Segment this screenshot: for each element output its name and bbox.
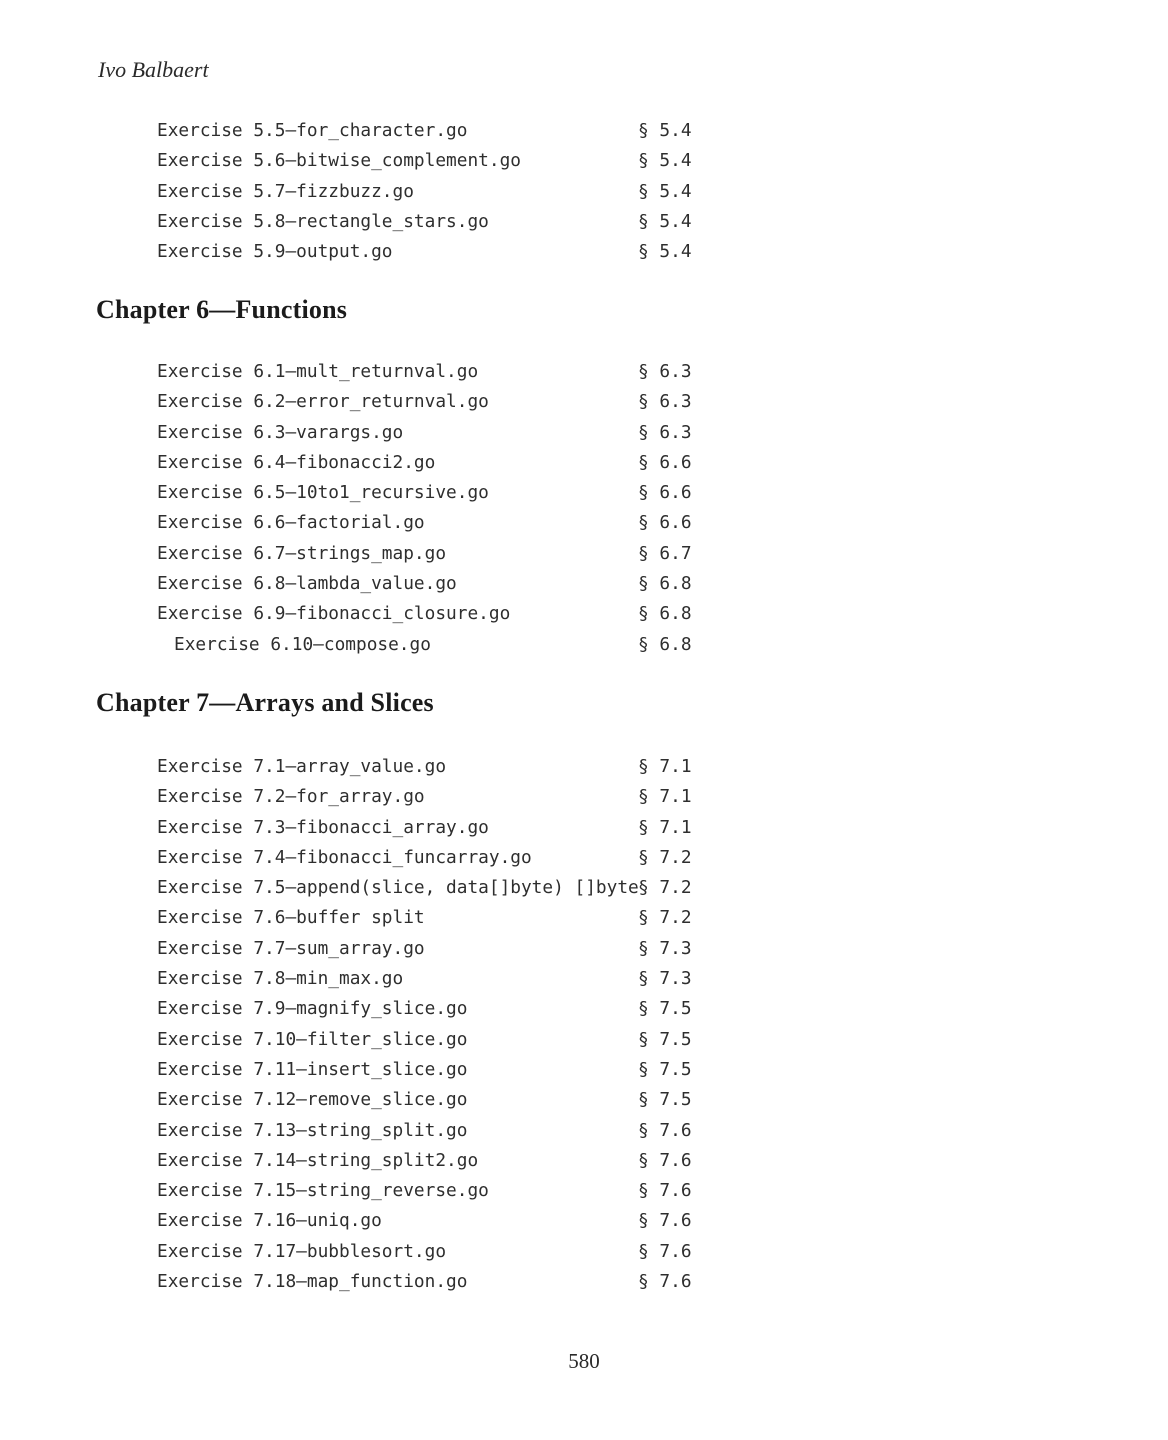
- exercise-row: [0, 1237, 1168, 1267]
- exercise-row: [0, 873, 1168, 903]
- exercise-row: [0, 1025, 1168, 1055]
- exercise-label: Exercise 6.8—lambda_value.go: [157, 573, 457, 595]
- exercise-section-ref: § 5.4: [638, 120, 692, 141]
- exercise-label: Exercise 7.13—string_split.go: [157, 1119, 468, 1141]
- exercise-section-ref: § 7.6: [638, 1119, 692, 1141]
- exercise-section-ref: § 6.3: [638, 361, 692, 382]
- exercise-section-ref: § 6.6: [638, 482, 692, 504]
- exercise-label: Exercise 5.8—rectangle_stars.go: [157, 210, 489, 232]
- exercise-label: Exercise 6.2—error_returnval.go: [157, 391, 489, 413]
- exercise-label: Exercise 7.9—magnify_slice.go: [157, 998, 468, 1020]
- exercise-label: Exercise 6.3—varargs.go: [157, 421, 404, 443]
- exercise-section-ref: § 6.6: [638, 451, 692, 473]
- exercise-section-ref: § 6.7: [638, 542, 692, 564]
- exercise-section-ref: § 5.4: [638, 180, 692, 202]
- exercise-row: [0, 569, 1168, 599]
- exercise-section-ref: § 7.2: [638, 907, 692, 929]
- exercise-section-ref: § 7.6: [638, 1271, 692, 1293]
- exercise-list-chapter5: [0, 116, 1168, 267]
- exercise-row: [0, 630, 1168, 660]
- exercise-section-ref: § 6.6: [638, 512, 692, 534]
- exercise-label: Exercise 7.15—string_reverse.go: [157, 1180, 489, 1202]
- exercise-section-ref: § 7.5: [638, 1089, 692, 1111]
- exercise-label: Exercise 5.9—output.go: [157, 241, 393, 263]
- exercise-section-ref: § 7.1: [638, 786, 692, 808]
- exercise-label: Exercise 7.14—string_split2.go: [157, 1149, 479, 1171]
- exercise-row: [0, 1116, 1168, 1146]
- exercise-row: [0, 994, 1168, 1024]
- exercise-section-ref: § 7.1: [638, 756, 692, 777]
- exercise-row: [0, 1055, 1168, 1085]
- exercise-section-ref: § 6.8: [638, 573, 692, 595]
- exercise-label: Exercise 7.11—insert_slice.go: [157, 1058, 468, 1080]
- exercise-label: Exercise 7.8—min_max.go: [157, 968, 404, 990]
- exercise-section-ref: § 7.1: [638, 816, 692, 838]
- exercise-label: Exercise 5.7—fizzbuzz.go: [157, 180, 414, 202]
- exercise-section-ref: § 7.6: [638, 1149, 692, 1171]
- exercise-row: [0, 1267, 1168, 1297]
- exercise-row: [0, 177, 1168, 207]
- exercise-row: [0, 964, 1168, 994]
- chapter-heading-functions: Chapter 6—Functions: [96, 295, 348, 324]
- exercise-label: Exercise 7.3—fibonacci_array.go: [157, 816, 489, 838]
- exercise-section-ref: § 7.5: [638, 998, 692, 1020]
- exercise-section-ref: § 6.8: [638, 603, 692, 625]
- exercise-section-ref: § 7.6: [638, 1210, 692, 1232]
- exercise-label: Exercise 6.10—compose.go: [174, 633, 431, 655]
- exercise-label: Exercise 7.7—sum_array.go: [157, 937, 425, 959]
- exercise-row: [0, 237, 1168, 267]
- exercise-label: Exercise 6.6—factorial.go: [157, 512, 425, 534]
- page-number: 580: [568, 1349, 600, 1373]
- exercise-row: [0, 599, 1168, 629]
- exercise-label: Exercise 7.6—buffer split: [157, 907, 425, 929]
- exercise-label: Exercise 7.18—map_function.go: [157, 1271, 468, 1293]
- exercise-row: [0, 418, 1168, 448]
- exercise-section-ref: § 5.4: [638, 241, 692, 263]
- exercise-row: [0, 508, 1168, 538]
- exercise-row: [0, 207, 1168, 237]
- exercise-label: Exercise 6.9—fibonacci_closure.go: [157, 603, 511, 625]
- exercise-row: [0, 813, 1168, 843]
- exercise-label: Exercise 5.5—for_character.go: [157, 120, 468, 141]
- running-header-author: Ivo Balbaert: [98, 57, 209, 82]
- exercise-section-ref: § 7.6: [638, 1240, 692, 1262]
- exercise-row: [0, 478, 1168, 508]
- exercise-label: Exercise 6.1—mult_returnval.go: [157, 361, 479, 382]
- exercise-section-ref: § 7.5: [638, 1058, 692, 1080]
- exercise-row: [0, 116, 1168, 146]
- exercise-section-ref: § 6.3: [638, 391, 692, 413]
- exercise-label: Exercise 7.10—filter_slice.go: [157, 1028, 468, 1050]
- exercise-label: Exercise 7.1—array_value.go: [157, 756, 447, 777]
- exercise-section-ref: § 7.2: [638, 846, 692, 868]
- exercise-label: Exercise 7.5—append(slice, data[]byte) []byte: [157, 877, 639, 899]
- exercise-list-chapter7: [0, 752, 1168, 1297]
- exercise-label: Exercise 5.6—bitwise_complement.go: [157, 150, 521, 172]
- exercise-section-ref: § 7.3: [638, 937, 692, 959]
- exercise-row: [0, 387, 1168, 417]
- exercise-row: [0, 934, 1168, 964]
- exercise-row: [0, 752, 1168, 782]
- exercise-row: [0, 782, 1168, 812]
- exercise-section-ref: § 5.4: [638, 150, 692, 172]
- exercise-row: [0, 1146, 1168, 1176]
- exercise-row: [0, 1085, 1168, 1115]
- exercise-row: [0, 1206, 1168, 1236]
- exercise-label: Exercise 7.12—remove_slice.go: [157, 1089, 468, 1111]
- exercise-label: Exercise 7.4—fibonacci_funcarray.go: [157, 846, 532, 868]
- exercise-section-ref: § 7.3: [638, 968, 692, 990]
- exercise-row: [0, 539, 1168, 569]
- exercise-section-ref: § 6.3: [638, 421, 692, 443]
- exercise-row: [0, 903, 1168, 933]
- exercise-section-ref: § 7.5: [638, 1028, 692, 1050]
- exercise-row: [0, 146, 1168, 176]
- exercise-section-ref: § 5.4: [638, 210, 692, 232]
- exercise-section-ref: § 7.2: [638, 877, 692, 899]
- exercise-section-ref: § 7.6: [638, 1180, 692, 1202]
- exercise-label: Exercise 6.7—strings_map.go: [157, 542, 447, 564]
- exercise-label: Exercise 7.17—bubblesort.go: [157, 1240, 447, 1262]
- exercise-label: Exercise 6.5—10to1_recursive.go: [157, 482, 489, 504]
- exercise-row: [0, 448, 1168, 478]
- exercise-row: [0, 843, 1168, 873]
- exercise-row: [0, 357, 1168, 387]
- exercise-label: Exercise 7.16—uniq.go: [157, 1210, 382, 1232]
- chapter-heading-arrays-and-slices: Chapter 7—Arrays and Slices: [96, 688, 434, 717]
- exercise-section-ref: § 6.8: [638, 633, 692, 655]
- exercise-list-chapter6: [0, 357, 1168, 660]
- exercise-label: Exercise 6.4—fibonacci2.go: [157, 451, 436, 473]
- exercise-row: [0, 1176, 1168, 1206]
- exercise-label: Exercise 7.2—for_array.go: [157, 786, 425, 808]
